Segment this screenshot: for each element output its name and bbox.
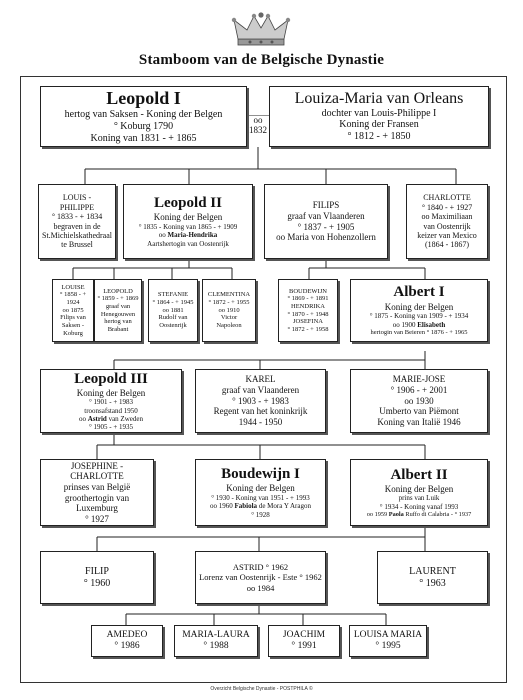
person-name-cont: CHARLOTTE <box>70 471 124 482</box>
spouse-name: Maria-Hendrika <box>167 231 218 240</box>
person-line: ° 1906 - + 2001 <box>390 385 448 396</box>
person-name: STEFANIE <box>157 291 189 299</box>
person-line: Henegouwen <box>100 310 136 318</box>
marriage-year: oo 1959 <box>366 510 388 518</box>
person-line: Oostenrijk <box>159 321 187 329</box>
person-line: graaf van <box>105 302 131 310</box>
person-louisa-maria <box>349 625 427 657</box>
person-line: 1944 - 1950 <box>238 416 283 427</box>
person-line: (1864 - 1867) <box>425 240 469 250</box>
person-name: MARIA-LAURA <box>182 629 250 640</box>
person-line: oo 1875 <box>62 306 84 314</box>
person-name: Leopold II <box>154 195 222 212</box>
person-line: ° 1903 - + 1983 <box>232 395 289 406</box>
person-line: oo 1984 <box>246 582 275 593</box>
spouse-name: Astrid <box>87 414 107 423</box>
marriage-symbol: oo <box>253 115 263 125</box>
person-line: prins van Luik <box>398 494 440 503</box>
person-line: Saksen - <box>61 321 85 329</box>
person-line: ° 1835 - Koning van 1865 - + 1909 <box>138 223 238 232</box>
person-amedeo <box>91 625 163 657</box>
person-name: BOUDEWIJN <box>289 287 327 295</box>
person-josephine-charlotte <box>40 459 154 526</box>
person-filips <box>264 184 388 259</box>
person-filip <box>40 551 154 604</box>
person-line: Lorenz van Oostenrijk - Este ° 1962 <box>199 572 322 583</box>
person-line: graaf van Vlaanderen <box>287 210 365 221</box>
spouse-name: Paola <box>388 510 404 518</box>
person-line: hertog van <box>104 318 132 326</box>
person-line <box>353 321 485 329</box>
person-line: ° 1928 <box>251 510 270 519</box>
person-name: MARIE-JOSE <box>392 374 446 385</box>
person-name: Albert II <box>390 466 448 483</box>
person-name: HENDRIKA <box>291 302 325 310</box>
person-name: KAREL <box>245 374 276 385</box>
spouse-origin: Ruffo di Calabria - ° 1937 <box>405 510 472 518</box>
person-line: ° 1875 - Koning van 1909 - + 1934 <box>369 312 469 321</box>
person-name: LAURENT <box>409 565 456 577</box>
person-line: Brabant <box>107 325 129 333</box>
person-name: CLEMENTINA <box>207 291 251 299</box>
person-line: ° 1859 - + 1869 <box>97 295 139 303</box>
person-line: Victor <box>220 314 238 322</box>
person-line: Regent van het koninkrijk <box>213 406 308 417</box>
person-leopold-ii <box>123 184 253 259</box>
person-line: groothertogin van <box>64 492 130 503</box>
person-line <box>353 511 485 518</box>
person-line: van Oostenrijk <box>423 221 471 231</box>
person-clementina <box>202 279 256 342</box>
person-line: ° 1869 - + 1891 <box>287 295 329 303</box>
spouse-origin: de Mora Y Aragon <box>258 502 311 511</box>
person-leopold-i <box>40 86 247 147</box>
marriage-year: oo 1960 <box>210 502 233 511</box>
person-line <box>126 231 250 239</box>
person-line: Napoleon <box>216 321 242 329</box>
person-line: Umberto van Piëmont <box>379 406 459 417</box>
person-line: ° 1864 - + 1945 <box>152 299 194 307</box>
person-line: Koning der Belgen <box>76 387 146 398</box>
person-name: LOUIS - <box>62 193 92 203</box>
person-name: Boudewijn I <box>221 466 300 483</box>
person-line: oo 1910 <box>218 306 240 314</box>
person-name: FILIPS <box>312 200 340 211</box>
person-name: ASTRID ° 1962 <box>232 562 289 573</box>
person-line: Koning der Belgen <box>384 483 454 494</box>
person-name: CHARLOTTE <box>423 193 471 203</box>
person-line: ° 1840 - + 1927 <box>421 202 473 212</box>
person-line: Koning der Belgen <box>226 483 295 494</box>
person-name: Albert I <box>393 284 445 301</box>
person-name: Leopold I <box>106 88 181 109</box>
person-name: Leopold III <box>74 370 148 387</box>
person-marie-jose <box>350 369 488 433</box>
person-line: Aartshertogin van Oostenrijk <box>147 239 229 248</box>
person-line: ° 1927 <box>85 513 109 524</box>
person-line: Luxemburg <box>76 503 118 514</box>
person-line: ° 1963 <box>419 577 446 589</box>
person-line: ° 1991 <box>291 641 317 651</box>
person-laurent <box>377 551 488 604</box>
person-line: ° 1995 <box>375 641 401 651</box>
marriage-symbol: oo <box>79 414 87 423</box>
person-line: Koning der Belgen <box>384 301 454 312</box>
person-name: LEOPOLD <box>103 287 133 295</box>
person-line: ° 1930 - Koning van 1951 - + 1993 <box>211 494 310 503</box>
person-stefanie <box>148 279 198 342</box>
person-line: ° Koburg 1790 <box>113 120 174 132</box>
person-name: LOUISE <box>61 283 85 291</box>
person-louise <box>52 279 94 342</box>
person-line: te Brussel <box>61 240 93 250</box>
person-line: ° 1858 - + 1924 <box>59 291 87 307</box>
person-line: Filips van <box>60 314 86 322</box>
person-line: Koning der Belgen <box>153 212 223 223</box>
person-line: ° 1812 - + 1850 <box>347 131 411 143</box>
person-louiza-maria <box>269 86 489 147</box>
person-astrid <box>195 551 326 604</box>
person-line <box>198 502 323 510</box>
person-karel <box>195 369 326 433</box>
person-line: hertog van Saksen - Koning der Belgen <box>64 109 223 121</box>
marriage-symbol: oo <box>158 231 166 240</box>
person-leopold <box>94 279 142 342</box>
person-albert-ii <box>350 459 488 526</box>
person-line <box>43 415 179 423</box>
marriage-year: 1832 <box>249 124 267 135</box>
person-leopold-iii <box>40 369 182 433</box>
person-line: ° 1872 - + 1955 <box>208 299 250 307</box>
person-name: JOSEFINA <box>293 318 323 326</box>
person-line: oo Maria von Hohenzollern <box>276 232 376 243</box>
spouse-name: Fabiola <box>234 502 258 511</box>
person-name: AMEDEO <box>106 629 148 640</box>
person-line: graaf van Vlaanderen <box>221 385 300 396</box>
person-boudewijn-i <box>195 459 326 526</box>
person-line: troonsafstand 1950 <box>84 406 138 415</box>
person-line: Koning van 1831 - + 1865 <box>90 132 197 144</box>
person-name: LOUISA MARIA <box>353 629 423 640</box>
person-line: Rudolf van <box>158 314 188 322</box>
person-line: hertogin van Beieren ° 1876 - + 1965 <box>370 328 468 336</box>
person-name: JOACHIM <box>282 629 326 640</box>
person-name-cont: PHILIPPE <box>59 202 95 212</box>
person-line: oo Maximiliaan <box>421 212 473 222</box>
person-line: begraven in de <box>53 221 101 231</box>
person-line: ° 1833 - + 1834 <box>51 212 103 222</box>
person-albert-i <box>350 279 488 342</box>
spouse-name: Elisabeth <box>417 320 446 329</box>
person-line: ° 1934 - Koning vanaf 1993 <box>379 502 459 511</box>
person-line: Koning van Italië 1946 <box>377 416 461 427</box>
marriage-marker-leopold-i <box>247 116 269 136</box>
person-line: ° 1960 <box>83 577 111 589</box>
footer-credit: Overzicht Belgische Dynastie - POSTPHILA © <box>210 686 313 692</box>
person-line: St.Michielskathedraal <box>42 230 112 240</box>
person-charlotte <box>406 184 488 259</box>
person-joachim <box>268 625 340 657</box>
person-line: prinses van België <box>63 481 131 492</box>
person-name: Louiza-Maria van Orleans <box>294 90 464 107</box>
spouse-origin: van Zweden <box>108 414 143 423</box>
person-name: JOSEPHINE - <box>70 460 124 471</box>
person-line: ° 1905 - + 1935 <box>88 423 134 432</box>
person-line: oo 1930 <box>404 395 434 406</box>
person-line: ° 1837 - + 1905 <box>297 221 355 232</box>
person-line: ° 1986 <box>114 641 140 651</box>
marriage-year: oo 1900 <box>392 320 416 329</box>
person-maria-laura <box>174 625 258 657</box>
person-line: keizer van Mexico <box>417 230 477 240</box>
person-name: FILIP <box>85 565 109 577</box>
person-line: ° 1872 - + 1958 <box>287 325 329 333</box>
person-louis-philippe <box>38 184 116 259</box>
page-title: Stamboom van de Belgische Dynastie <box>138 52 385 68</box>
person-line: Koning der Fransen <box>339 119 419 131</box>
person-line: ° 1870 - + 1948 <box>287 310 329 318</box>
person-line: Koburg <box>63 329 83 337</box>
person-line: oo 1881 <box>162 306 184 314</box>
person-boudewijn-hendrika-josefina <box>278 279 338 342</box>
person-line: ° 1988 <box>203 641 229 651</box>
person-line: ° 1901 - + 1983 <box>88 398 134 407</box>
person-line: dochter van Louis-Philippe I <box>321 107 437 119</box>
